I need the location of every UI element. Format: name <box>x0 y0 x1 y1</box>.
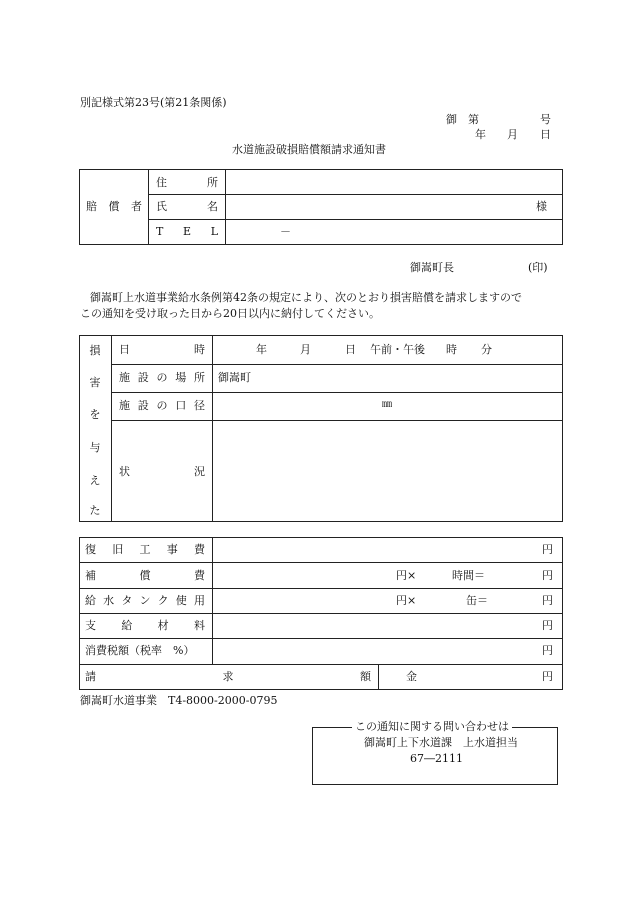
tel-label: T E L <box>156 225 218 238</box>
datetime-ampm: 午前・午後 <box>370 343 425 356</box>
damage-side-1: 損 <box>89 344 101 357</box>
datetime-label: 日 時 <box>119 343 205 356</box>
diameter-unit: ㎜ <box>382 399 392 410</box>
compensation-yen: 円 <box>542 569 553 582</box>
notice-line-2: この通知を受け取った日から20日以内に納付してください。 <box>80 307 380 320</box>
tank-cans: 缶＝ <box>466 594 488 607</box>
damage-side-3: を <box>89 408 101 421</box>
inquiry-phone: 67―2111 <box>410 752 463 765</box>
compensation-label: 補 償 費 <box>85 569 205 582</box>
datetime-day: 日 <box>345 343 356 356</box>
tank-yen: 円 <box>542 594 553 607</box>
compensator-table <box>79 169 563 245</box>
datetime-minute: 分 <box>481 343 492 356</box>
tax-yen: 円 <box>542 644 553 657</box>
compensation-yen-x: 円× <box>396 569 417 582</box>
amount-label: 金 <box>406 670 417 683</box>
location-value: 御嵩町 <box>218 371 251 384</box>
seal-mark: (印) <box>528 261 548 274</box>
location-label: 施 設 の 場 所 <box>119 371 205 384</box>
tax-label: 消費税額（税率 %） <box>85 644 195 657</box>
materials-label: 支 給 材 料 <box>85 619 205 632</box>
damage-side-5: え <box>89 474 101 487</box>
datetime-year: 年 <box>256 343 267 356</box>
footer-id: 御嵩町水道事業 T4-8000-2000-0795 <box>80 694 278 707</box>
restoration-label: 復 旧 工 事 費 <box>85 543 205 556</box>
compensation-hours: 時間＝ <box>452 569 485 582</box>
date-day: 日 <box>540 128 551 141</box>
compensator-label: 賠 償 者 <box>86 200 142 213</box>
mayor-title: 御嵩町長 <box>410 261 454 274</box>
restoration-yen: 円 <box>542 543 553 556</box>
inquiry-dept: 御嵩町上下水道課 上水道担当 <box>364 736 518 749</box>
claim-label: 請 求 額 <box>85 670 371 683</box>
claim-yen: 円 <box>542 670 553 683</box>
tel-value: － <box>280 225 291 238</box>
tank-label: 給 水 タ ン ク 使 用 <box>85 594 205 607</box>
date-year: 年 <box>475 128 486 141</box>
document-title: 水道施設破損賠償額請求通知書 <box>232 143 386 156</box>
inquiry-title: この通知に関する問い合わせは <box>352 721 512 732</box>
datetime-month: 月 <box>300 343 311 356</box>
doc-number-mid: 第 <box>468 113 479 126</box>
tank-yen-x: 円× <box>396 594 417 607</box>
situation-label: 状 況 <box>119 465 205 478</box>
notice-line-1: 御嵩町上水道事業給水条例第42条の規定により、次のとおり損害賠償を請求しますので <box>90 291 522 304</box>
name-suffix: 様 <box>536 200 547 213</box>
datetime-hour: 時 <box>446 343 457 356</box>
doc-number-prefix: 御 <box>446 113 457 126</box>
damage-side-4: 与 <box>89 441 101 454</box>
damage-side-2: 害 <box>89 376 101 389</box>
form-label: 別記様式第23号(第21条関係) <box>80 96 227 109</box>
doc-number-suffix: 号 <box>540 113 551 126</box>
diameter-label: 施 設 の 口 径 <box>119 399 205 412</box>
address-label: 住 所 <box>156 176 218 189</box>
materials-yen: 円 <box>542 619 553 632</box>
damage-side-6: た <box>89 504 101 517</box>
date-month: 月 <box>507 128 518 141</box>
name-label: 氏 名 <box>156 200 218 213</box>
